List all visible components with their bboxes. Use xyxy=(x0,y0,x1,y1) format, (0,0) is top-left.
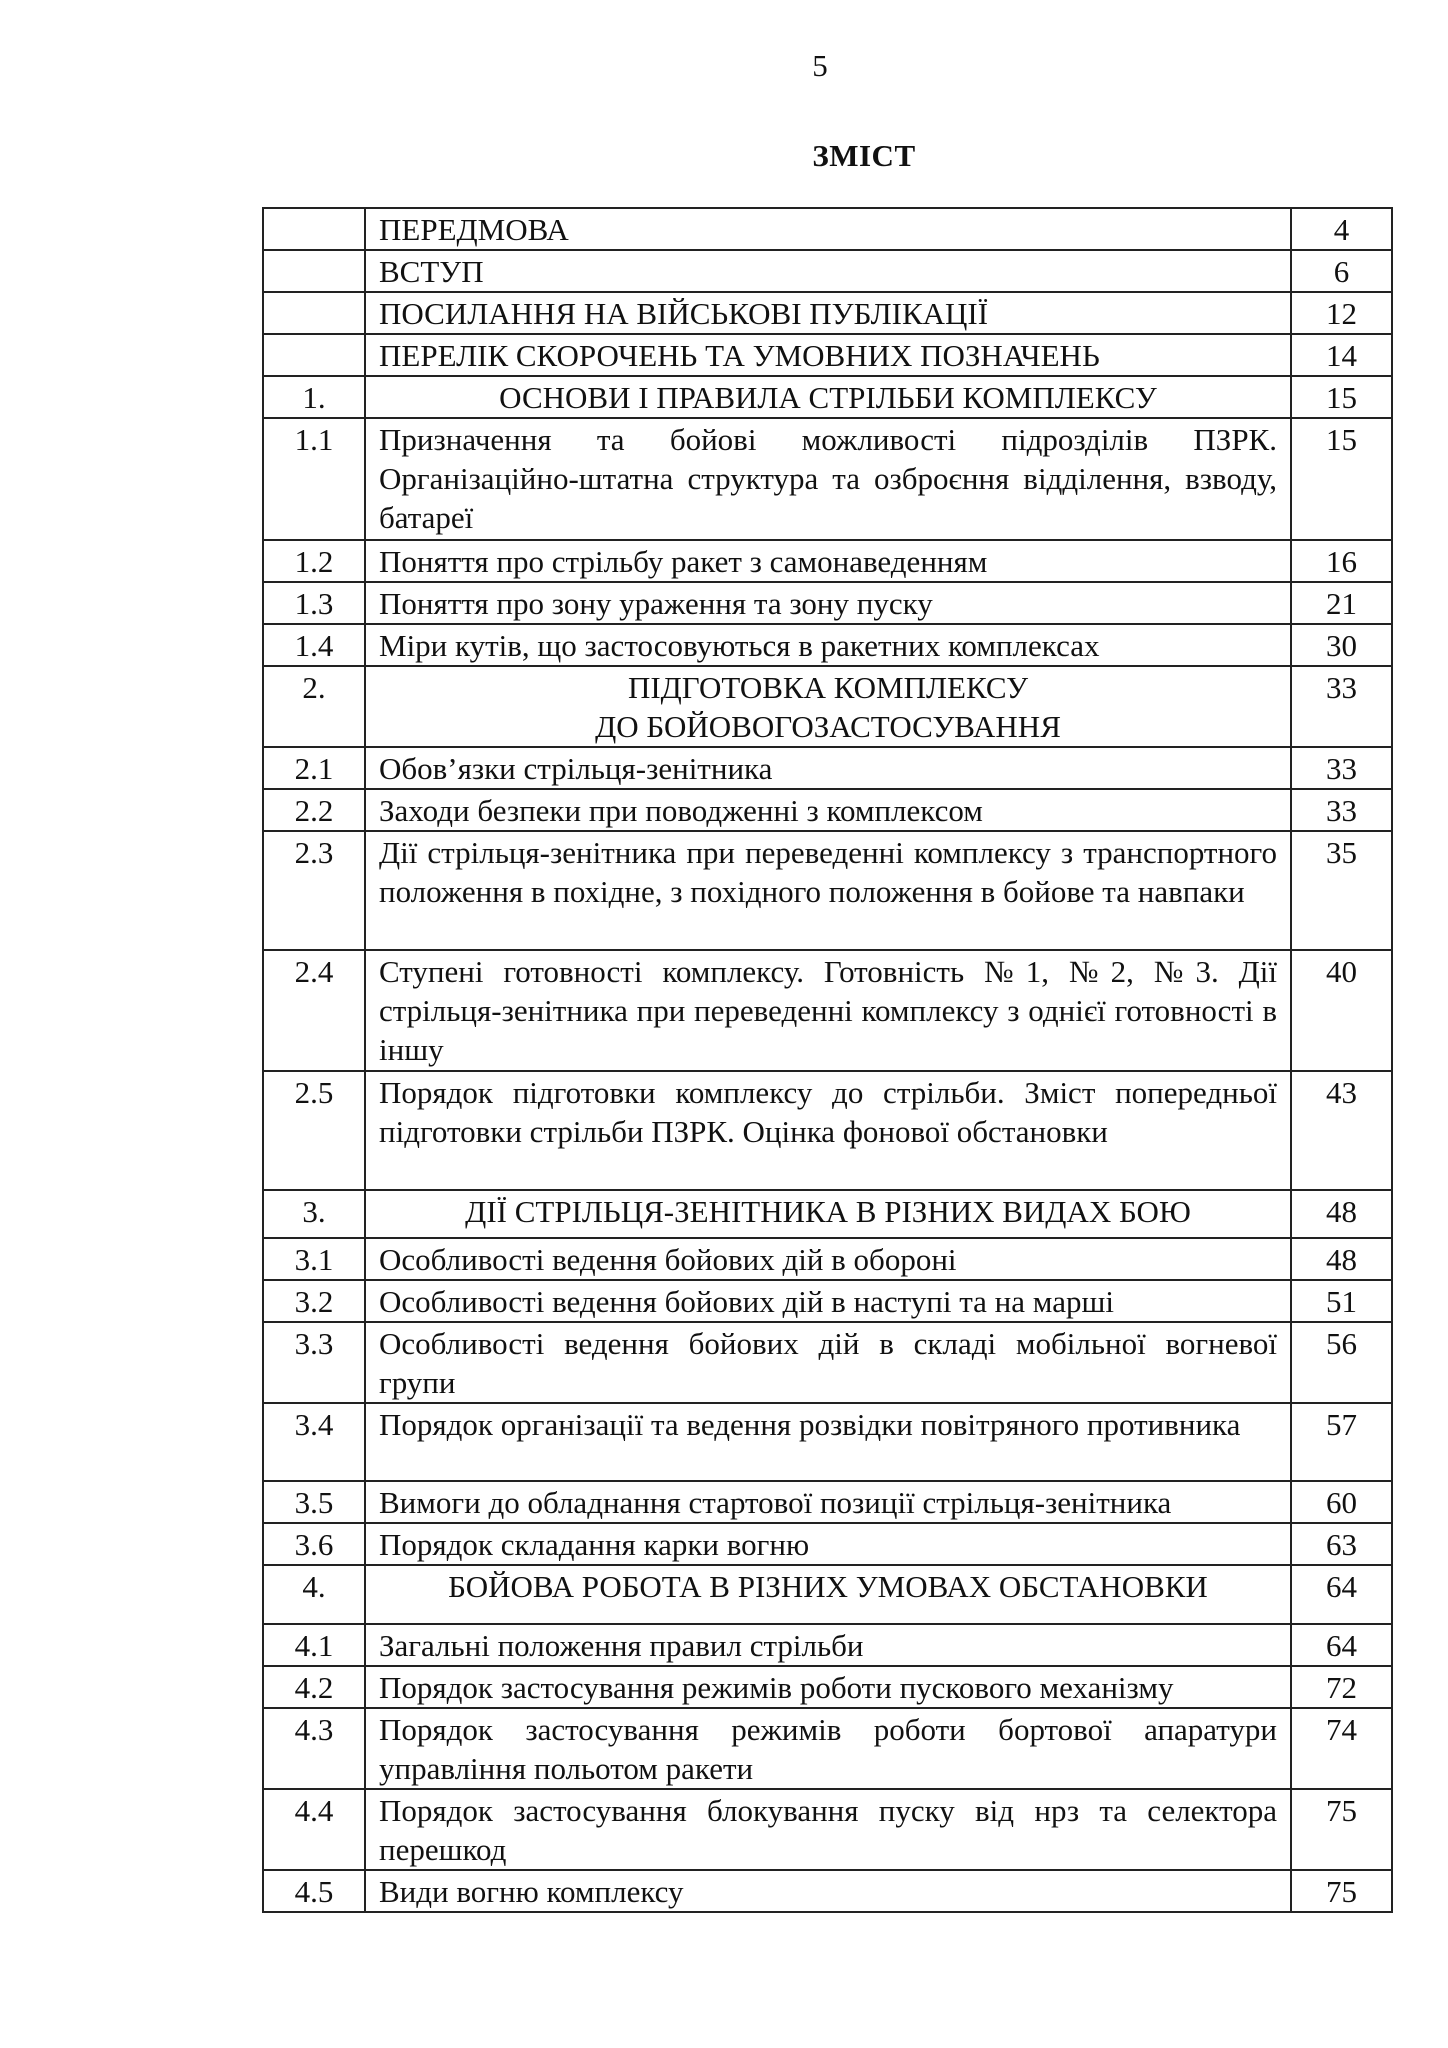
section-title: Обов’язки стрільця-зенітника xyxy=(365,747,1291,789)
table-row xyxy=(263,1523,1392,1565)
table-row xyxy=(263,1870,1392,1912)
page-ref: 75 xyxy=(1291,1789,1392,1870)
section-title: Особливості ведення бойових дій в наступі та на марші xyxy=(365,1280,1291,1322)
section-number: 1.2 xyxy=(263,540,365,582)
section-number xyxy=(263,292,365,334)
section-number: 1.3 xyxy=(263,582,365,624)
section-title: Порядок застосування режимів роботи пускового механізму xyxy=(365,1666,1291,1708)
table-row xyxy=(263,292,1392,334)
page-ref: 4 xyxy=(1291,208,1392,250)
section-title: Порядок застосування режимів роботи бортової апаратури управління польотом ракети xyxy=(365,1708,1291,1789)
section-title: ВСТУП xyxy=(365,250,1291,292)
toc-chapter-row xyxy=(263,1565,1392,1624)
page-ref: 75 xyxy=(1291,1870,1392,1912)
page-ref: 63 xyxy=(1291,1523,1392,1565)
table-row xyxy=(263,1789,1392,1870)
toc-chapter-row xyxy=(263,376,1392,418)
section-number: 4.3 xyxy=(263,1708,365,1789)
table-row xyxy=(263,831,1392,950)
section-number xyxy=(263,250,365,292)
page-ref: 64 xyxy=(1291,1565,1392,1624)
page-ref: 33 xyxy=(1291,789,1392,831)
table-row xyxy=(263,208,1392,250)
section-number: 4.2 xyxy=(263,1666,365,1708)
page-ref: 57 xyxy=(1291,1403,1392,1481)
section-number: 3. xyxy=(263,1190,365,1238)
section-number xyxy=(263,334,365,376)
table-row xyxy=(263,747,1392,789)
section-title: Порядок застосування блокування пуску від нрз та селектора перешкод xyxy=(365,1789,1291,1870)
section-number: 2.3 xyxy=(263,831,365,950)
section-number: 2.5 xyxy=(263,1071,365,1190)
page-ref: 15 xyxy=(1291,418,1392,540)
section-title: ОСНОВИ І ПРАВИЛА СТРІЛЬБИ КОМПЛЕКСУ xyxy=(365,376,1291,418)
page-ref: 64 xyxy=(1291,1624,1392,1666)
section-number: 4.4 xyxy=(263,1789,365,1870)
table-row xyxy=(263,582,1392,624)
page-title: ЗМІСТ xyxy=(812,138,916,173)
table-row xyxy=(263,1403,1392,1481)
page-ref: 35 xyxy=(1291,831,1392,950)
page-ref: 30 xyxy=(1291,624,1392,666)
section-title: Дії стрільця-зенітника при переведенні комплексу з транспортного положення в похідне, з похідного положення в бойове та навпаки xyxy=(365,831,1291,950)
table-row xyxy=(263,1280,1392,1322)
page-ref: 33 xyxy=(1291,666,1392,747)
table-row xyxy=(263,418,1392,540)
section-title: Загальні положення правил стрільби xyxy=(365,1624,1291,1666)
page-ref: 14 xyxy=(1291,334,1392,376)
page-ref: 15 xyxy=(1291,376,1392,418)
table-row xyxy=(263,540,1392,582)
page-ref: 16 xyxy=(1291,540,1392,582)
toc-body xyxy=(263,208,1392,1912)
section-number: 1.4 xyxy=(263,624,365,666)
section-number: 3.5 xyxy=(263,1481,365,1523)
page-ref: 40 xyxy=(1291,950,1392,1071)
section-title: ПЕРЕДМОВА xyxy=(365,208,1291,250)
section-number xyxy=(263,208,365,250)
page-ref: 74 xyxy=(1291,1708,1392,1789)
section-title: ПІДГОТОВКА КОМПЛЕКСУ ДО БОЙОВОГОЗАСТОСУВАННЯ xyxy=(365,666,1291,747)
section-number: 2.1 xyxy=(263,747,365,789)
section-title: ПОСИЛАННЯ НА ВІЙСЬКОВІ ПУБЛІКАЦІЇ xyxy=(365,292,1291,334)
section-title: Вимоги до обладнання стартової позиції стрільця-зенітника xyxy=(365,1481,1291,1523)
page-ref: 12 xyxy=(1291,292,1392,334)
page-ref: 6 xyxy=(1291,250,1392,292)
section-title: Порядок організації та ведення розвідки повітряного противника xyxy=(365,1403,1291,1481)
section-number: 3.6 xyxy=(263,1523,365,1565)
table-row xyxy=(263,950,1392,1071)
section-number: 4. xyxy=(263,1565,365,1624)
table-row xyxy=(263,334,1392,376)
toc-chapter-row xyxy=(263,1190,1392,1238)
section-number: 3.1 xyxy=(263,1238,365,1280)
table-row xyxy=(263,1481,1392,1523)
section-title: Поняття про стрільбу ракет з самонаведенням xyxy=(365,540,1291,582)
table-row xyxy=(263,1238,1392,1280)
section-title: Особливості ведення бойових дій в обороні xyxy=(365,1238,1291,1280)
table-row xyxy=(263,1666,1392,1708)
page-ref: 33 xyxy=(1291,747,1392,789)
section-title: Заходи безпеки при поводженні з комплексом xyxy=(365,789,1291,831)
table-row xyxy=(263,1071,1392,1190)
table-row xyxy=(263,624,1392,666)
page-ref: 72 xyxy=(1291,1666,1392,1708)
section-title: Міри кутів, що застосовуються в ракетних комплексах xyxy=(365,624,1291,666)
page-ref: 60 xyxy=(1291,1481,1392,1523)
page-ref: 21 xyxy=(1291,582,1392,624)
section-number: 1.1 xyxy=(263,418,365,540)
section-title: Види вогню комплексу xyxy=(365,1870,1291,1912)
section-number: 4.1 xyxy=(263,1624,365,1666)
section-title: Ступені готовності комплексу. Готовність №1, №2, №3. Дії стрільця-зенітника при переведенні комплексу з однієї готовності в іншу xyxy=(365,950,1291,1071)
section-number: 2.2 xyxy=(263,789,365,831)
section-title: ДІЇ СТРІЛЬЦЯ-ЗЕНІТНИКА В РІЗНИХ ВИДАХ БОЮ xyxy=(365,1190,1291,1238)
section-number: 4.5 xyxy=(263,1870,365,1912)
page-ref: 51 xyxy=(1291,1280,1392,1322)
section-number: 1. xyxy=(263,376,365,418)
section-number: 2.4 xyxy=(263,950,365,1071)
table-row xyxy=(263,1708,1392,1789)
section-title: БОЙОВА РОБОТА В РІЗНИХ УМОВАХ ОБСТАНОВКИ xyxy=(365,1565,1291,1624)
table-row xyxy=(263,1624,1392,1666)
toc-chapter-row xyxy=(263,666,1392,747)
section-title: Призначення та бойові можливості підрозділів ПЗРК. Організаційно-штатна структура та озброєння відділення, взводу, батареї xyxy=(365,418,1291,540)
page-number: 5 xyxy=(812,48,828,83)
section-number: 2. xyxy=(263,666,365,747)
page-ref: 43 xyxy=(1291,1071,1392,1190)
section-title: Поняття про зону ураження та зону пуску xyxy=(365,582,1291,624)
section-title: Порядок складання карки вогню xyxy=(365,1523,1291,1565)
section-number: 3.2 xyxy=(263,1280,365,1322)
table-row xyxy=(263,789,1392,831)
section-title: Особливості ведення бойових дій в складі мобільної вогневої групи xyxy=(365,1322,1291,1403)
page-ref: 48 xyxy=(1291,1190,1392,1238)
page-ref: 48 xyxy=(1291,1238,1392,1280)
section-title: ПЕРЕЛІК СКОРОЧЕНЬ ТА УМОВНИХ ПОЗНАЧЕНЬ xyxy=(365,334,1291,376)
table-row xyxy=(263,250,1392,292)
section-title: Порядок підготовки комплексу до стрільби. Зміст попередньої підготовки стрільби ПЗРК. Оцінка фонової обстановки xyxy=(365,1071,1291,1190)
section-number: 3.4 xyxy=(263,1403,365,1481)
section-number: 3.3 xyxy=(263,1322,365,1403)
page-ref: 56 xyxy=(1291,1322,1392,1403)
table-of-contents xyxy=(262,207,1393,1913)
table-row xyxy=(263,1322,1392,1403)
